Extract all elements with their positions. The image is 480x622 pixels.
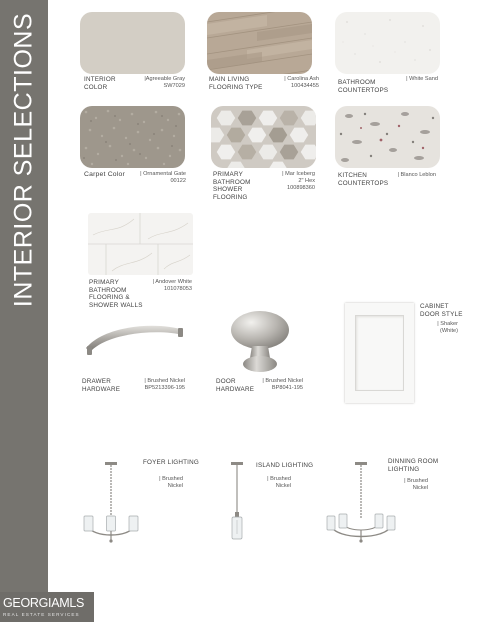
kitchen-countertops-label: KITCHEN COUNTERTOPS: [338, 172, 389, 187]
dining-chandelier-image: [325, 460, 397, 546]
shower-flooring-swatch: [211, 106, 316, 168]
main-flooring-swatch: [207, 12, 312, 74]
drawer-hardware-label: DRAWER HARDWARE: [82, 378, 121, 393]
main-flooring-value: | Carolina Ash 100434455: [284, 76, 319, 89]
carpet-label: Carpet Color: [84, 171, 125, 178]
island-pendant-image: [226, 460, 248, 546]
cabinet-door-label: CABINET DOOR STYLE: [420, 303, 463, 318]
dining-lighting-label: DINNING ROOM LIGHTING: [388, 458, 439, 473]
interior-color-label: INTERIOR COLOR: [84, 76, 116, 91]
bathroom-countertops-swatch: [335, 12, 440, 74]
logo-text: GEORGIAMLS: [3, 596, 85, 610]
foyer-lighting-value: | Brushed Nickel: [159, 476, 183, 489]
drawer-pull-image: [82, 318, 187, 362]
primary-bathroom-floor-label: PRIMARY BATHROOM FLOORING & SHOWER WALLS: [89, 279, 143, 309]
interior-color-value: |Agreeable Gray SW7029: [144, 76, 185, 89]
door-hardware-value: | Brushed Nickel BP8041-195: [262, 378, 303, 391]
sidebar: [0, 0, 48, 622]
foyer-chandelier-image: [80, 460, 142, 546]
door-hardware-label: DOOR HARDWARE: [216, 378, 255, 393]
cabinet-door-value: | Shaker (White): [437, 321, 458, 334]
door-knob-image: [228, 308, 292, 378]
logo-subtext: REAL ESTATE SERVICES: [3, 612, 80, 617]
primary-bathroom-floor-value: | Andover White 101078053: [152, 279, 192, 292]
bathroom-countertops-value: | White Sand: [406, 76, 438, 82]
shower-flooring-value: | Mar Iceberg 2" Hex 100898360: [282, 171, 315, 191]
interior-color-swatch: [80, 12, 185, 74]
cabinet-door-image: [345, 303, 414, 403]
primary-bathroom-floor-swatch: [88, 213, 193, 275]
georgia-mls-logo: [0, 592, 94, 622]
drawer-hardware-value: | Brushed Nickel BP5213396-195: [144, 378, 185, 391]
page-title: INTERIOR SELECTIONS: [9, 12, 38, 308]
foyer-lighting-label: FOYER LIGHTING: [143, 459, 199, 466]
carpet-swatch: [80, 106, 185, 168]
kitchen-countertops-value: | Blanco Leblon: [397, 172, 436, 178]
island-lighting-value: | Brushed Nickel: [267, 476, 291, 489]
kitchen-countertops-swatch: [335, 106, 440, 168]
shower-flooring-label: PRIMARY BATHROOM SHOWER FLOORING: [213, 171, 251, 201]
island-lighting-label: ISLAND LIGHTING: [256, 462, 314, 469]
bathroom-countertops-label: BATHROOM COUNTERTOPS: [338, 79, 389, 94]
dining-lighting-value: | Brushed Nickel: [404, 478, 428, 491]
main-flooring-label: MAIN LIVING FLOORING TYPE: [209, 76, 263, 91]
carpet-value: | Ornamental Gate 00122: [140, 171, 186, 184]
